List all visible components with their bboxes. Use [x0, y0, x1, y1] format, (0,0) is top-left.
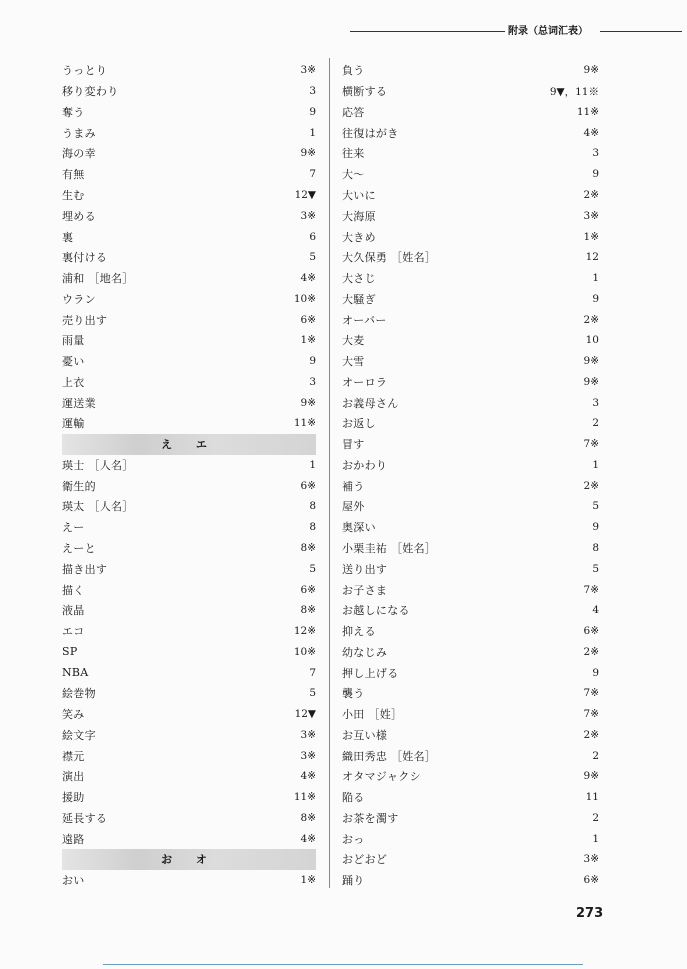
entry-row: [342, 60, 599, 81]
entry-row: [342, 745, 599, 766]
entry-row: [342, 330, 599, 351]
entry-word: ウラン: [62, 292, 96, 306]
entry-word: 織田秀忠 ［姓名］: [342, 749, 437, 763]
entry-lesson: 3: [309, 375, 316, 388]
entry-row: [342, 662, 599, 683]
entry-word: 大海原: [342, 209, 376, 223]
entry-lesson: 12※: [293, 625, 316, 638]
entry-lesson: 2: [592, 811, 599, 824]
entry-row: [62, 725, 316, 746]
entry-row: [342, 81, 599, 102]
entry-row: [62, 558, 316, 579]
entry-row: [62, 870, 316, 891]
entry-word: 押し上げる: [342, 666, 399, 680]
entry-row: [342, 122, 599, 143]
entry-word: おっ: [342, 832, 365, 846]
entry-row: [342, 351, 599, 372]
bottom-rule: [103, 964, 583, 965]
entry-word: 横断する: [342, 85, 388, 99]
entry-word: 補う: [342, 479, 365, 493]
entry-lesson: 9※: [583, 375, 599, 388]
entry-row: [62, 60, 316, 81]
entry-row: [62, 745, 316, 766]
entry-lesson: 12▼: [294, 708, 316, 721]
entry-row: [342, 475, 599, 496]
entry-lesson: 5: [592, 500, 599, 513]
entry-row: [342, 641, 599, 662]
entry-word: 大さじ: [342, 272, 376, 286]
entry-row: [62, 766, 316, 787]
entry-lesson: 4※: [300, 770, 316, 783]
entry-lesson: 5: [592, 562, 599, 575]
entry-word: お子さま: [342, 583, 388, 597]
entry-row: [62, 205, 316, 226]
entry-row: [62, 787, 316, 808]
entry-row: [342, 725, 599, 746]
entry-lesson: 9※: [583, 355, 599, 368]
entry-row: [62, 662, 316, 683]
entry-lesson: 5: [309, 562, 316, 575]
entry-lesson: 6※: [583, 625, 599, 638]
entry-row: [342, 247, 599, 268]
entry-lesson: 8※: [300, 604, 316, 617]
header-rule-left: [350, 31, 505, 32]
entry-lesson: 6: [309, 230, 316, 243]
entry-lesson: 3※: [583, 853, 599, 866]
entry-word: 大きめ: [342, 230, 376, 244]
entry-word: 奥深い: [342, 521, 376, 535]
entry-row: [342, 205, 599, 226]
entry-row: [342, 392, 599, 413]
entry-word: 描く: [62, 583, 85, 597]
entry-word: えー: [62, 521, 85, 535]
entry-word: おい: [62, 874, 85, 888]
entry-row: [62, 268, 316, 289]
entry-row: [342, 517, 599, 538]
entry-word: 生む: [62, 188, 85, 202]
entry-word: 奪う: [62, 105, 85, 119]
entry-row: [62, 164, 316, 185]
entry-word: 往来: [342, 147, 365, 161]
entry-lesson: 1※: [300, 334, 316, 347]
entry-word: 移り変わり: [62, 85, 119, 99]
entry-word: 大麦: [342, 334, 365, 348]
entry-lesson: 2※: [583, 188, 599, 201]
entry-lesson: 2: [592, 417, 599, 430]
entry-row: [342, 455, 599, 476]
entry-lesson: 9※: [300, 396, 316, 409]
entry-word: 陥る: [342, 791, 365, 805]
entry-word: 衛生的: [62, 479, 96, 493]
entry-row: [342, 600, 599, 621]
entry-lesson: 2: [592, 749, 599, 762]
entry-word: 浦和 ［地名］: [62, 272, 134, 286]
entry-row: [62, 600, 316, 621]
entry-lesson: 3※: [300, 64, 316, 77]
entry-row: [62, 102, 316, 123]
entry-word: 抑える: [342, 625, 376, 639]
entry-word: 大～: [342, 168, 365, 182]
entry-word: 大騒ぎ: [342, 292, 376, 306]
entry-row: [342, 766, 599, 787]
entry-word: 応答: [342, 105, 365, 119]
entry-word: 送り出す: [342, 562, 388, 576]
entry-word: 海の幸: [62, 147, 96, 161]
entry-lesson: 3: [592, 396, 599, 409]
entry-lesson: 8※: [300, 811, 316, 824]
entry-lesson: 9: [309, 355, 316, 368]
entry-word: 売り出す: [62, 313, 108, 327]
entry-lesson: 1: [592, 832, 599, 845]
entry-row: [342, 558, 599, 579]
entry-row: [62, 247, 316, 268]
entry-lesson: 7※: [583, 438, 599, 451]
entry-lesson: 12▼: [294, 188, 316, 201]
section-header: お オ: [62, 849, 316, 870]
entry-word: エコ: [62, 625, 85, 639]
entry-word: 瑛士 ［人名］: [62, 458, 134, 472]
entry-row: [342, 787, 599, 808]
entry-word: 上衣: [62, 375, 85, 389]
entry-row: [62, 81, 316, 102]
entry-row: [62, 517, 316, 538]
entry-row: [342, 579, 599, 600]
entry-lesson: 8: [592, 541, 599, 554]
entry-lesson: 7※: [583, 708, 599, 721]
entry-word: おどおど: [342, 853, 388, 867]
entry-word: 冒す: [342, 438, 365, 452]
entry-lesson: 2※: [583, 313, 599, 326]
entry-lesson: 7※: [583, 583, 599, 596]
entry-row: [342, 434, 599, 455]
entry-word: 埋める: [62, 209, 96, 223]
entry-lesson: 3※: [583, 209, 599, 222]
entry-lesson: 10※: [293, 645, 316, 658]
entry-row: [342, 870, 599, 891]
entry-row: [342, 621, 599, 642]
entry-row: [62, 226, 316, 247]
entry-word: うっとり: [62, 64, 108, 78]
entry-lesson: 8※: [300, 541, 316, 554]
entry-word: 笑み: [62, 708, 85, 722]
entry-word: 瑛太 ［人名］: [62, 500, 134, 514]
entry-lesson: 4※: [300, 832, 316, 845]
entry-row: [342, 164, 599, 185]
entry-word: お義母さん: [342, 396, 399, 410]
entry-row: [62, 288, 316, 309]
entry-lesson: 2※: [583, 728, 599, 741]
entry-word: オーバー: [342, 313, 387, 327]
entry-word: 演出: [62, 770, 85, 784]
entry-row: [62, 185, 316, 206]
entry-word: 小栗圭祐 ［姓名］: [342, 541, 437, 555]
entry-row: [342, 226, 599, 247]
entry-word: 負う: [342, 64, 365, 78]
header-title: 附录（总词汇表）: [508, 26, 588, 37]
entry-lesson: 9※: [583, 64, 599, 77]
entry-word: 援助: [62, 791, 85, 805]
entry-word: 大久保勇 ［姓名］: [342, 251, 437, 265]
entry-word: 運送業: [62, 396, 96, 410]
entry-lesson: 9※: [300, 147, 316, 160]
entry-lesson: 2※: [583, 479, 599, 492]
entry-word: 屋外: [342, 500, 365, 514]
entry-word: オタマジャクシ: [342, 770, 421, 784]
entry-word: お返し: [342, 417, 376, 431]
entry-row: [342, 413, 599, 434]
entry-row: [62, 351, 316, 372]
right-column: [342, 60, 599, 891]
entry-lesson: 4※: [300, 272, 316, 285]
entry-lesson: 6※: [300, 583, 316, 596]
entry-lesson: 3: [592, 147, 599, 160]
entry-lesson: 4: [592, 604, 599, 617]
entry-lesson: 3※: [300, 749, 316, 762]
entry-lesson: 6※: [300, 313, 316, 326]
entry-lesson: 1: [592, 458, 599, 471]
entry-row: [342, 309, 599, 330]
entry-lesson: 11※: [576, 105, 599, 118]
column-divider: [329, 58, 330, 888]
entry-lesson: 7※: [583, 687, 599, 700]
entry-lesson: 7: [309, 168, 316, 181]
entry-row: [62, 392, 316, 413]
entry-lesson: 10※: [293, 292, 316, 305]
entry-word: お越しになる: [342, 604, 410, 618]
entry-lesson: 4※: [583, 126, 599, 139]
entry-lesson: 5: [309, 687, 316, 700]
entry-lesson: 1: [592, 272, 599, 285]
entry-lesson: 5: [309, 251, 316, 264]
entry-lesson: 9: [592, 666, 599, 679]
entry-row: [62, 330, 316, 351]
entry-row: [342, 185, 599, 206]
entry-word: オーロラ: [342, 375, 388, 389]
entry-lesson: 9: [592, 168, 599, 181]
entry-word: 運輸: [62, 417, 85, 431]
entry-row: [62, 683, 316, 704]
entry-word: 幼なじみ: [342, 645, 388, 659]
entry-lesson: 9▼，11※: [549, 85, 599, 98]
entry-row: [342, 288, 599, 309]
entry-lesson: 9: [592, 292, 599, 305]
entry-row: [62, 143, 316, 164]
entry-row: [62, 828, 316, 849]
entry-row: [342, 828, 599, 849]
entry-word: うまみ: [62, 126, 96, 140]
entry-word: 液晶: [62, 604, 85, 618]
entry-row: [342, 143, 599, 164]
entry-row: [62, 704, 316, 725]
entry-row: [62, 496, 316, 517]
entry-word: おかわり: [342, 458, 388, 472]
entry-row: [342, 268, 599, 289]
entry-word: 遠路: [62, 832, 85, 846]
entry-word: 踊り: [342, 874, 365, 888]
entry-lesson: 6※: [300, 479, 316, 492]
entry-row: [62, 371, 316, 392]
entry-row: [342, 683, 599, 704]
entry-lesson: 3: [309, 85, 316, 98]
entry-word: SP: [62, 645, 78, 659]
entry-lesson: 9※: [583, 770, 599, 783]
entry-lesson: 10: [585, 334, 599, 347]
entry-word: 往復はがき: [342, 126, 399, 140]
entry-word: 絵巻物: [62, 687, 96, 701]
entry-row: [342, 704, 599, 725]
entry-word: 裏: [62, 230, 74, 244]
entry-row: [62, 475, 316, 496]
entry-lesson: 1: [309, 458, 316, 471]
section-header: え エ: [62, 434, 316, 455]
entry-word: 有無: [62, 168, 85, 182]
entry-lesson: 1※: [583, 230, 599, 243]
header-rule-right: [600, 31, 682, 32]
entry-lesson: 8: [309, 521, 316, 534]
entry-lesson: 1※: [300, 874, 316, 887]
entry-row: [62, 455, 316, 476]
entry-word: お互い様: [342, 728, 388, 742]
entry-row: [62, 579, 316, 600]
entry-row: [62, 309, 316, 330]
entry-lesson: 11※: [293, 791, 316, 804]
entry-lesson: 9: [309, 105, 316, 118]
entry-word: 大いに: [342, 188, 376, 202]
entry-word: 大雪: [342, 355, 365, 369]
page-number: 273: [576, 906, 604, 921]
entry-lesson: 11: [585, 791, 599, 804]
entry-row: [342, 102, 599, 123]
entry-lesson: 2※: [583, 645, 599, 658]
entry-row: [62, 122, 316, 143]
entry-word: 裏付ける: [62, 251, 108, 265]
entry-lesson: 3※: [300, 728, 316, 741]
entry-word: 小田 ［姓］: [342, 708, 403, 722]
entry-word: 雨量: [62, 334, 85, 348]
entry-word: 襲う: [342, 687, 365, 701]
entry-word: 延長する: [62, 811, 108, 825]
entry-word: 憂い: [62, 355, 85, 369]
entry-word: えーと: [62, 541, 96, 555]
left-column: [62, 60, 316, 891]
entry-row: [342, 538, 599, 559]
entry-lesson: 9: [592, 521, 599, 534]
entry-row: [342, 808, 599, 829]
entry-row: [62, 808, 316, 829]
entry-row: [342, 849, 599, 870]
entry-row: [342, 371, 599, 392]
entry-lesson: 7: [309, 666, 316, 679]
entry-lesson: 6※: [583, 874, 599, 887]
entry-word: 描き出す: [62, 562, 108, 576]
entry-row: [342, 496, 599, 517]
entry-word: NBA: [62, 666, 89, 680]
entry-word: 襟元: [62, 749, 85, 763]
entry-lesson: 1: [309, 126, 316, 139]
entry-lesson: 8: [309, 500, 316, 513]
entry-row: [62, 641, 316, 662]
entry-lesson: 3※: [300, 209, 316, 222]
entry-row: [62, 621, 316, 642]
entry-lesson: 12: [585, 251, 599, 264]
entry-lesson: 11※: [293, 417, 316, 430]
entry-row: [62, 413, 316, 434]
entry-row: [62, 538, 316, 559]
entry-word: お茶を濁す: [342, 811, 399, 825]
entry-word: 絵文字: [62, 728, 96, 742]
